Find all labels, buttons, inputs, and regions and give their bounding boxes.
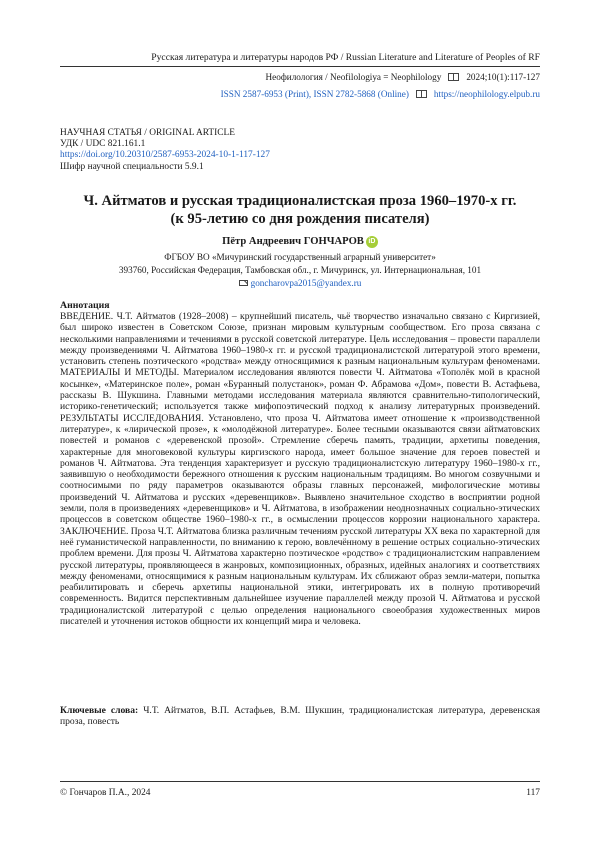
orcid-icon[interactable]: iD [366, 236, 378, 248]
envelope-icon [239, 280, 248, 286]
email-link[interactable]: goncharovpa2015@yandex.ru [250, 278, 362, 288]
journal-name: Неофилология / Neofilologiya = Neophilology [265, 72, 442, 82]
copyright: © Гончаров П.А., 2024 [60, 788, 151, 798]
affiliation: ФГБОУ ВО «Мичуринский государственный аграрный университет» [164, 252, 436, 262]
abstract-text: ВВЕДЕНИЕ. Ч.Т. Айтматов (1928–2008) – крупнейший писатель, чьё творчество изначально связано с Киргизией, был широко известен в Советском Союзе, признан мировым культурным сообществом. Его проза связана с несколькими направлениями и течениями в русской советской литературе. Цель исследования – провести параллели между произведениями Ч. Айтматова 1960–1980-х гг. и русской традиционалистской литературой этого времени, установить степень поэтического «родства» между относящимися к разным национальным культурам феноменами. МАТЕРИАЛЫ И МЕТОДЫ. Материалом исследования являются повести Ч. Айтматова «Тополёк мой в красной косынке», «Материнское поле», роман «Буранный полустанок», роман Ф. Абрамова «Дом», повести В. Астафьева, рассказы В. Шукшина. Главными методами исследования материала являются сравнительно-типологический, историко-генетический; используется также мифопоэтический подход к анализу литературных произведений. РЕЗУЛЬТАТЫ ИССЛЕДОВАНИЯ. Установлено, что проза Ч. Айтматова имеет отношение к «производственной литературе», к «лирической прозе», к «молодёжной литературе». Более тесными оказываются связи айтматовских повестей и романов с «деревенской прозой». Стремление сберечь память, традиции, архетипы поведения, характерные для многовековой культуры киргизского народа, имеет большое значение для героев повестей и романов Ч. Айтматова. Эта тенденция характеризует и русскую традиционалистскую литературу 1960–1980-х гг., заявившую о необходимости бережного отношения к русским национальным традициям. Во многом созвучными и соотносимыми по ряду параметров оказываются образы главных персонажей, мифологические мотивы произведений Ч. Айтматова и русских «деревенщиков». Выявлено значительное сходство в восприятии родной земли, поля в произведениях «деревенщиков» и Ч. Айтматова, в изображении неоднозначных социально-этических процессов в советском обществе 1960–1980-х гг., в осмыслении процессов коррозии национального характера. ЗАКЛЮЧЕНИЕ. Проза Ч.Т. Айтматова близка различным течениям русской литературы ХХ века по характерной для неё гуманистической направленности, по вниманию к герою, вовлечённому в решение острых социально-этических проблем времени. Для прозы Ч. Айтматова характерно поэтическое «родство» с традиционалистским направлением русской литературы, проявляющееся в жанровых, композиционных, образных, идейных аналогиях и соответствиях между феноменами, относящимися к разным национальным культурам. Их сближают образ земли-матери, попытка реабилитировать и сберечь архетипы национальной этики, интегрировать их в полную противоречий современность. Видится перспективным дальнейшее изучение параллелей между прозой Ч. Айтматова и русской традиционалистской литературой с целью определения национального своеобразия художественных миров писателей и уточнения истоков общности их концепций мира и человека. [60, 311, 540, 628]
issn-line [221, 89, 540, 99]
book-icon [448, 73, 459, 81]
page-number: 117 [526, 788, 540, 798]
specialty-code: Шифр научной специальности 5.9.1 [60, 161, 204, 172]
website-link[interactable]: https://neophilology.elpub.ru [433, 89, 540, 99]
article-title-line2: (к 95-летию со дня рождения писателя) [170, 211, 430, 227]
book-icon [416, 90, 427, 98]
issn-numbers: ISSN 2587-6953 (Print), ISSN 2782-5868 (Online) [220, 89, 409, 99]
article-title-line1: Ч. Айтматов и русская традиционалистская проза 1960–1970-х гг. [83, 193, 517, 209]
keywords-label: Ключевые слова: [60, 705, 139, 716]
header-rule [60, 66, 540, 67]
address: 393760, Российская Федерация, Тамбовская обл., г. Мичуринск, ул. Интернациональная, 101 [118, 265, 482, 275]
article-title [60, 192, 540, 228]
footer-rule [60, 781, 540, 782]
author-name: Пётр Андреевич ГОНЧАРОВ [222, 236, 364, 247]
abstract-heading: Аннотация [60, 300, 110, 311]
doi-link[interactable]: https://doi.org/10.20310/2587-6953-2024-10-1-117-127 [60, 150, 270, 161]
article-type: НАУЧНАЯ СТАТЬЯ / ORIGINAL ARTICLE [60, 128, 235, 138]
author-line [60, 236, 540, 248]
article-info [60, 128, 270, 173]
journal-citation-line [266, 72, 540, 82]
keywords-text: Ч.Т. Айтматов, В.П. Астафьев, В.М. Шукшин, традиционалистская литература, деревенская проза, повесть [60, 705, 540, 728]
email-line [60, 278, 540, 288]
volume-pages: 2024;10(1):117-127 [466, 72, 540, 82]
udc-code: УДК / UDC 821.161.1 [60, 139, 146, 150]
journal-running-header: Русская литература и литературы народов РФ / Russian Literature and Literature of Peoples of RF [151, 52, 540, 63]
keywords [60, 705, 540, 728]
